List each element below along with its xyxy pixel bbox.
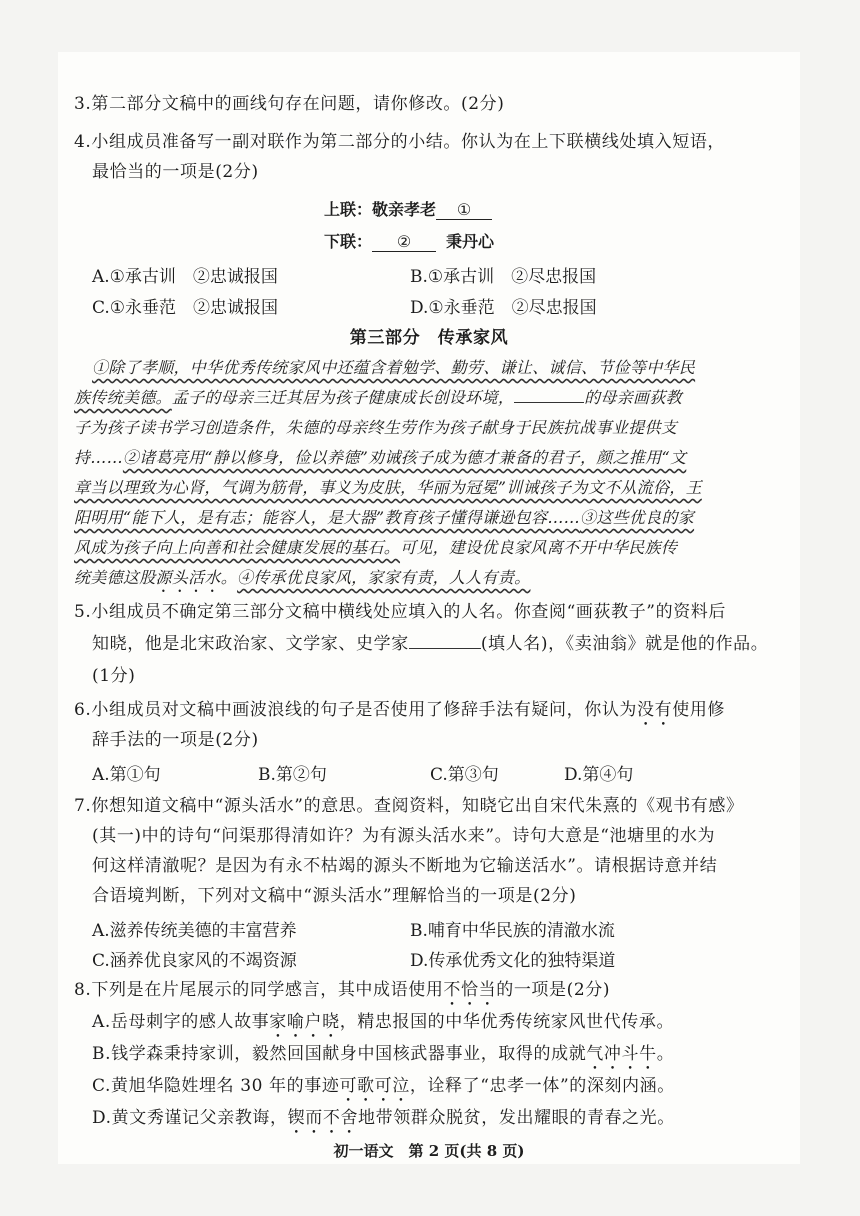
question-8-stem — [74, 978, 610, 1010]
q5-answer-blank — [409, 648, 481, 649]
page-footer: 初一语文 第 2 页(共 8 页) — [333, 1142, 525, 1160]
q8-option-c — [92, 1074, 675, 1106]
q5-text: (填人名)，《卖油翁》就是他的作品。 — [480, 634, 769, 654]
name-blank — [514, 402, 584, 403]
q7-option-c: C.涵养优良家风的不竭资源 — [92, 951, 297, 971]
q8-text: ，精忠报国的中华优秀传统家风世代传承。 — [339, 1012, 675, 1032]
question-5-line2 — [92, 632, 768, 656]
couplet-upper — [324, 197, 492, 220]
q8-text: 地带领群众脱贫，发出耀眼的青春之光。 — [358, 1108, 675, 1128]
passage-sentence-3b: 风成为孩子向上向善和社会健康发展的基石。 — [74, 538, 401, 557]
q8-text: 8.下列是在片尾展示的同学感言，其中成语使用 — [74, 980, 444, 1000]
question-5-line1: 5.小组成员不确定第三部分文稿中横线处应填入的人名。你查阅“画荻教子”的资料后 — [74, 602, 726, 622]
q7-option-b: B.哺育中华民族的清澈水流 — [410, 921, 615, 941]
q6-option-d: D.第④句 — [564, 765, 634, 785]
couplet-lower-tail: 秉丹心 — [446, 232, 495, 251]
passage-sentence-4: ④传承优良家风，家家有责，人人有责。 — [237, 568, 531, 587]
couplet-lower-blank: ② — [372, 232, 436, 252]
passage-line-8 — [74, 566, 790, 596]
q8-option-b — [92, 1042, 674, 1074]
passage-line-5 — [74, 476, 790, 500]
q7-option-d: D.传承优秀文化的独特渠道 — [410, 951, 616, 971]
passage-text: 的母亲画荻教 — [584, 388, 682, 407]
q4-option-c: C.①永垂范 ②忠诚报国 — [92, 298, 279, 318]
question-6-line1 — [74, 698, 725, 730]
question-7-line4: 合语境判断，下列对文稿中“源头活水”理解恰当的一项是(2分) — [92, 886, 577, 906]
q8-text: C.黄旭华隐姓埋名 30 年的事迹 — [92, 1076, 340, 1096]
q6-option-a: A.第①句 — [92, 765, 161, 785]
question-7-line2: (其一)中的诗句“问渠那得清如许？为有源头活水来”。诗句大意是“池塘里的水为 — [92, 826, 716, 846]
passage-sentence-2a: ②诸葛亮用“静以修身，俭以养德”劝诫孩子成为德才兼备的君子，颜之推用“文 — [122, 448, 687, 467]
idiom-c: 可歌可泣 — [339, 1076, 410, 1096]
section-3-title: 第三部分 传承家风 — [349, 328, 509, 348]
passage-text: 可见，建设优良家风离不开中华民族传 — [400, 538, 678, 557]
passage-line-4 — [74, 446, 790, 470]
q8-text: ，诠释了“忠孝一体”的深刻内涵。 — [409, 1076, 675, 1096]
idiom-b: 气冲斗牛 — [586, 1044, 657, 1064]
passage-line-2 — [74, 386, 790, 410]
passage-line-1 — [74, 356, 790, 380]
idiom-a: 家喻户晓 — [269, 1012, 340, 1032]
passage-line-6 — [74, 506, 790, 530]
q4-option-d: D.①永垂范 ②尽忠报国 — [410, 298, 597, 318]
q8-text: 。 — [656, 1044, 675, 1064]
passage-sentence-2b: 章当以理致为心肾，气调为筋骨，事义为皮肤，华丽为冠冕”训诫孩子为文不从流俗，王 — [74, 478, 702, 497]
idiom-d: 锲而不舍 — [287, 1108, 359, 1128]
question-7-line1: 7.你想知道文稿中“源头活水”的意思。查阅资料，知晓它出自宋代朱熹的《观书有感》 — [74, 796, 744, 816]
passage-text: 持…… — [74, 448, 123, 467]
q5-text: 知晓，他是北宋政治家、文学家、史学家 — [92, 634, 409, 654]
couplet-lower-label: 下联： — [324, 232, 373, 251]
q6-emphasis: 没有 — [637, 700, 673, 720]
couplet-upper-blank: ① — [436, 200, 492, 220]
question-6-line2: 辞手法的一项是(2分) — [92, 730, 259, 750]
q6-option-b: B.第②句 — [258, 765, 327, 785]
question-7-line3: 何这样清澈呢？是因为有永不枯竭的源头不断地为它输送活水”。请根据诗意并结 — [92, 856, 718, 876]
passage-text: 统美德这股 — [74, 568, 156, 587]
q6-text: 使用修 — [672, 700, 726, 720]
passage-sentence-2c: 阳明用“能下人，是有志；能容人，是大器”教育孩子懂得谦逊包容…… — [74, 508, 580, 527]
q8-option-d — [92, 1106, 675, 1138]
q4-option-b: B.①承古训 ②尽忠报国 — [410, 267, 597, 287]
exam-page — [58, 52, 800, 1164]
q6-text: 6.小组成员对文稿中画波浪线的句子是否使用了修辞手法有疑问，你认为 — [74, 700, 638, 720]
passage-text: 。 — [220, 568, 238, 587]
passage-line-3: 子为孩子读书学习创造条件，朱德的母亲终生劳作为孩子献身于民族抗战事业提供支 — [74, 418, 678, 437]
q8-text: D.黄文秀谨记父亲教诲， — [92, 1108, 288, 1128]
couplet-lower — [324, 229, 494, 252]
q4-option-a: A.①承古训 ②忠诚报国 — [92, 267, 278, 287]
passage-sentence-1b: 族传统美德。 — [74, 388, 172, 407]
passage-sentence-3a: ③这些优良的家 — [579, 508, 695, 527]
question-4-line2: 最恰当的一项是(2分) — [92, 162, 259, 182]
q8-text: B.钱学森秉持家训，毅然回国献身中国核武器事业，取得的成就 — [92, 1044, 587, 1064]
q8-text: A.岳母刺字的感人故事 — [92, 1012, 270, 1032]
q6-option-c: C.第③句 — [430, 765, 499, 785]
q7-option-a: A.滋养传统美德的丰富营养 — [92, 921, 297, 941]
passage-line-7 — [74, 536, 790, 560]
q8-text: 的一项是(2分) — [496, 980, 611, 1000]
passage-sentence-1a: ①除了孝顺，中华优秀传统家风中还蕴含着勉学、勤劳、谦让、诚信、节俭等中华民 — [92, 358, 696, 377]
question-5-line3: (1分) — [92, 666, 136, 686]
question-4-line1: 4.小组成员准备写一副对联作为第二部分的小结。你认为在上下联横线处填入短语， — [74, 132, 726, 152]
q8-option-a — [92, 1010, 674, 1042]
couplet-upper-label: 上联：敬亲孝老 — [324, 200, 437, 219]
q8-emphasis: 不恰当 — [443, 980, 497, 1000]
passage-text: 孟子的母亲三迁其居为孩子健康成长创设环境， — [171, 388, 515, 407]
question-3: 3.第二部分文稿中的画线句存在问题，请你修改。(2分) — [74, 94, 505, 114]
source-water-emphasis: 源头活水 — [155, 568, 221, 587]
